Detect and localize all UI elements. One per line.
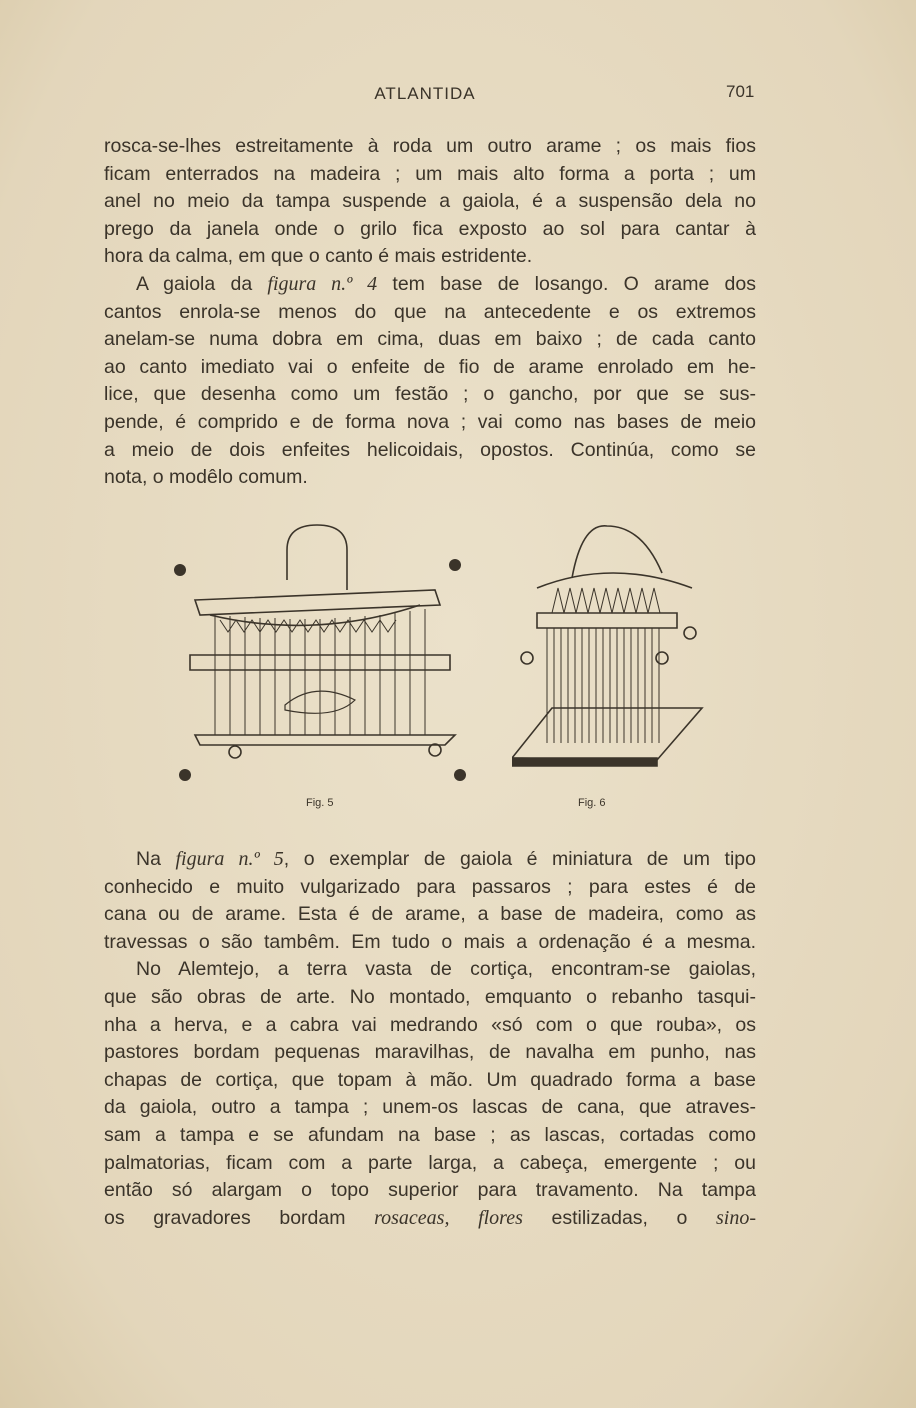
text-line — [104, 846, 756, 874]
text-line — [104, 381, 756, 409]
text-run: A gaiola da — [136, 272, 268, 295]
text-run: cana ou de arame. Esta é de arame, a base de madeira, como as — [104, 903, 756, 926]
text-run: da gaiola, outro a tampa ; unem-os lascas de cana, que atraves- — [104, 1096, 756, 1119]
text-run: ao canto imediato vai o enfeite de fio de arame enrolado em he- — [104, 355, 756, 378]
text-run: a meio de dois enfeites helicoidais, opostos. Continúa, como se — [104, 438, 756, 461]
text-run: estilizadas, o — [522, 1206, 717, 1229]
text-line — [104, 1067, 756, 1095]
italic-text: figura n.º 5 — [175, 848, 284, 870]
text-run: lice, que desenha como um festão ; o gancho, por que se sus- — [104, 383, 756, 406]
text-line — [104, 409, 756, 437]
text-run: nha a herva, e a cabra vai medrando «só com o que rouba», os — [104, 1013, 756, 1036]
text-run: travessas o são tambêm. Em tudo o mais a ordenação é a mesma. — [104, 930, 756, 953]
paragraph-block-top — [104, 133, 756, 492]
text-line — [104, 243, 756, 271]
text-run: sam a tampa e se afundam na base ; as lascas, cortadas como — [104, 1123, 756, 1146]
text-run: No Alemtejo, a terra vasta de cortiça, encontram-se gaiolas, — [136, 958, 756, 981]
text-run: que são obras de arte. No montado, emquanto o rebanho tasqui- — [104, 985, 756, 1008]
text-line — [104, 464, 756, 492]
text-run: conhecido e muito vulgarizado para passaros ; para estes é de — [104, 875, 756, 898]
italic-text: sino- — [716, 1206, 757, 1229]
text-line — [104, 161, 756, 189]
text-line — [104, 1012, 756, 1040]
text-line — [104, 956, 756, 984]
figure-6-cage-illustration — [512, 518, 727, 768]
text-line — [104, 133, 756, 161]
text-run: os gravadores bordam — [104, 1206, 375, 1229]
text-line — [104, 188, 756, 216]
text-run — [449, 1207, 478, 1229]
text-line — [104, 437, 756, 465]
text-line — [104, 1122, 756, 1150]
text-line — [104, 1177, 756, 1205]
text-run: ficam enterrados na madeira ; um mais alto forma a porta ; um — [104, 162, 756, 185]
italic-text: flores — [478, 1206, 523, 1229]
figure-6-caption: Fig. 6 — [578, 797, 606, 809]
figure-5-caption: Fig. 5 — [306, 797, 334, 809]
italic-text: figura n.º 4 — [267, 272, 378, 295]
text-run: anel no meio da tampa suspende a gaiola, é a suspensão dela no — [104, 190, 756, 213]
text-run: hora da calma, em que o canto é mais estridente. — [104, 245, 533, 268]
text-run: anelam-se numa dobra em cima, duas em baixo ; de cada canto — [104, 328, 756, 351]
text-run: então só alargam o topo superior para travamento. Na tampa — [104, 1179, 756, 1202]
text-line — [104, 326, 756, 354]
figure-5-cage-illustration — [165, 520, 475, 795]
text-run: cantos enrola-se menos do que na antecedente e os extremos — [104, 300, 756, 323]
text-line — [104, 299, 756, 327]
text-run: Na — [136, 848, 176, 870]
text-line — [104, 874, 756, 902]
text-line — [104, 1205, 756, 1233]
page-number: 701 — [726, 82, 755, 101]
text-line — [104, 901, 756, 929]
text-run: palmatorias, ficam com a parte larga, a cabeça, emergente ; ou — [104, 1151, 756, 1174]
text-line — [104, 271, 756, 299]
text-line — [104, 1039, 756, 1067]
italic-text: rosaceas, — [374, 1206, 450, 1229]
text-line — [104, 929, 756, 957]
text-run: chapas de cortiça, que topam à mão. Um quadrado forma a base — [104, 1068, 756, 1091]
running-header: ATLANTIDA — [374, 84, 476, 103]
text-line — [104, 1094, 756, 1122]
text-run: , o exemplar de gaiola é miniatura de um tipo — [283, 848, 756, 870]
text-run: pastores bordam pequenas maravilhas, de navalha em punho, nas — [104, 1041, 756, 1064]
text-line — [104, 354, 756, 382]
text-run: pende, é comprido e de forma nova ; vai como nas bases de meio — [104, 410, 756, 433]
text-run: prego da janela onde o grilo fica exposto ao sol para cantar à — [104, 217, 756, 240]
text-line — [104, 216, 756, 244]
text-run: tem base de losango. O arame dos — [377, 272, 756, 295]
text-line — [104, 1150, 756, 1178]
paragraph-block-bottom — [104, 846, 756, 1232]
text-run: nota, o modêlo comum. — [104, 466, 308, 489]
text-run: rosca-se-lhes estreitamente à roda um outro arame ; os mais fios — [104, 135, 756, 157]
text-line — [104, 984, 756, 1012]
